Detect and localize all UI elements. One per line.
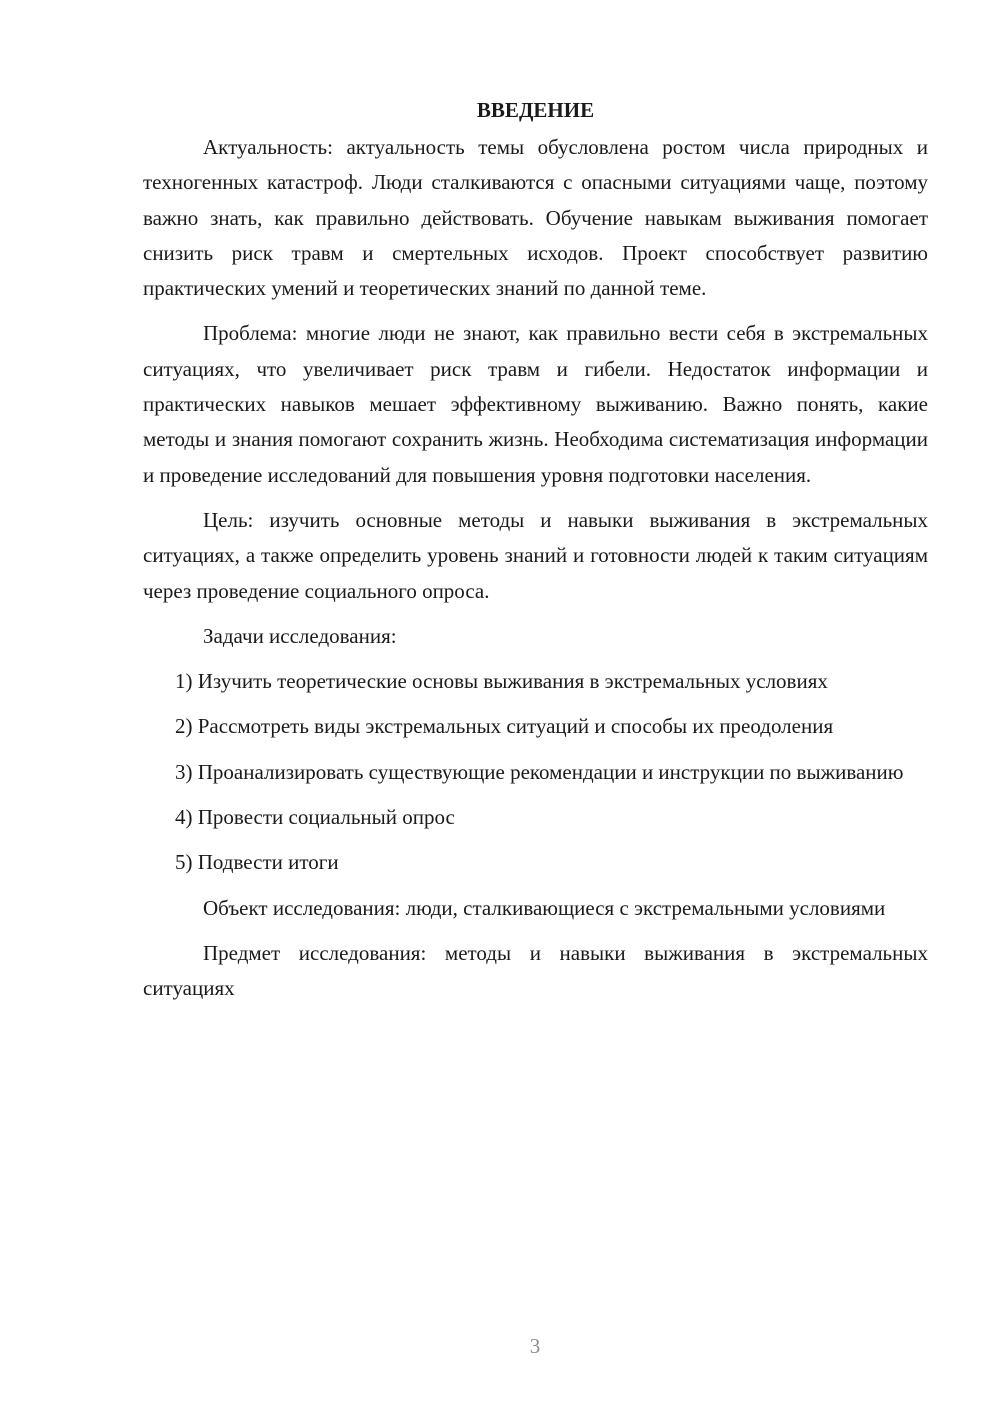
document-body (143, 93, 928, 1017)
task-item-1: 1) Изучить теоретические основы выживания в экстремальных условиях (175, 669, 828, 694)
page-title: ВВЕДЕНИЕ (476, 98, 595, 122)
task-item-2: 2) Рассмотреть виды экстремальных ситуаций и способы их преодоления (175, 714, 834, 739)
subject-paragraph: Предмет исследования: методы и навыки выживания в экстремальных ситуациях (143, 940, 928, 1001)
goal-paragraph: Цель: изучить основные методы и навыки выживания в экстремальных ситуациях, а также определить уровень знаний и готовности людей к таким ситуациям через проведение социального опроса. (143, 507, 928, 603)
object-paragraph: Объект исследования: люди, сталкивающиеся с экстремальными условиями (203, 895, 886, 920)
page-number: 3 (529, 1334, 541, 1358)
tasks-title: Задачи исследования: (203, 623, 397, 648)
problem-paragraph: Проблема: многие люди не знают, как правильно вести себя в экстремальных ситуациях, что увеличивает риск травм и гибели. Недостаток информации и практических навыков мешает эффективному выживанию. Важно понять, какие методы и знания помогают сохранить жизнь. Необходима систематизация информации и проведение исследований для повышения уровня подготовки населения. (143, 321, 928, 487)
task-item-5: 5) Подвести итоги (175, 850, 339, 875)
relevance-paragraph: Актуальность: актуальность темы обусловлена ростом числа природных и техногенных катастроф. Люди сталкиваются с опасными ситуациями чаще, поэтому важно знать, как правильно действовать. Обучение навыкам выживания помогает снизить риск травм и смертельных исходов. Проект способствует развитию практических умений и теоретических знаний по данной теме. (143, 135, 928, 301)
task-item-3: 3) Проанализировать существующие рекомендации и инструкции по выживанию (175, 759, 904, 784)
task-item-4: 4) Провести социальный опрос (175, 805, 455, 830)
